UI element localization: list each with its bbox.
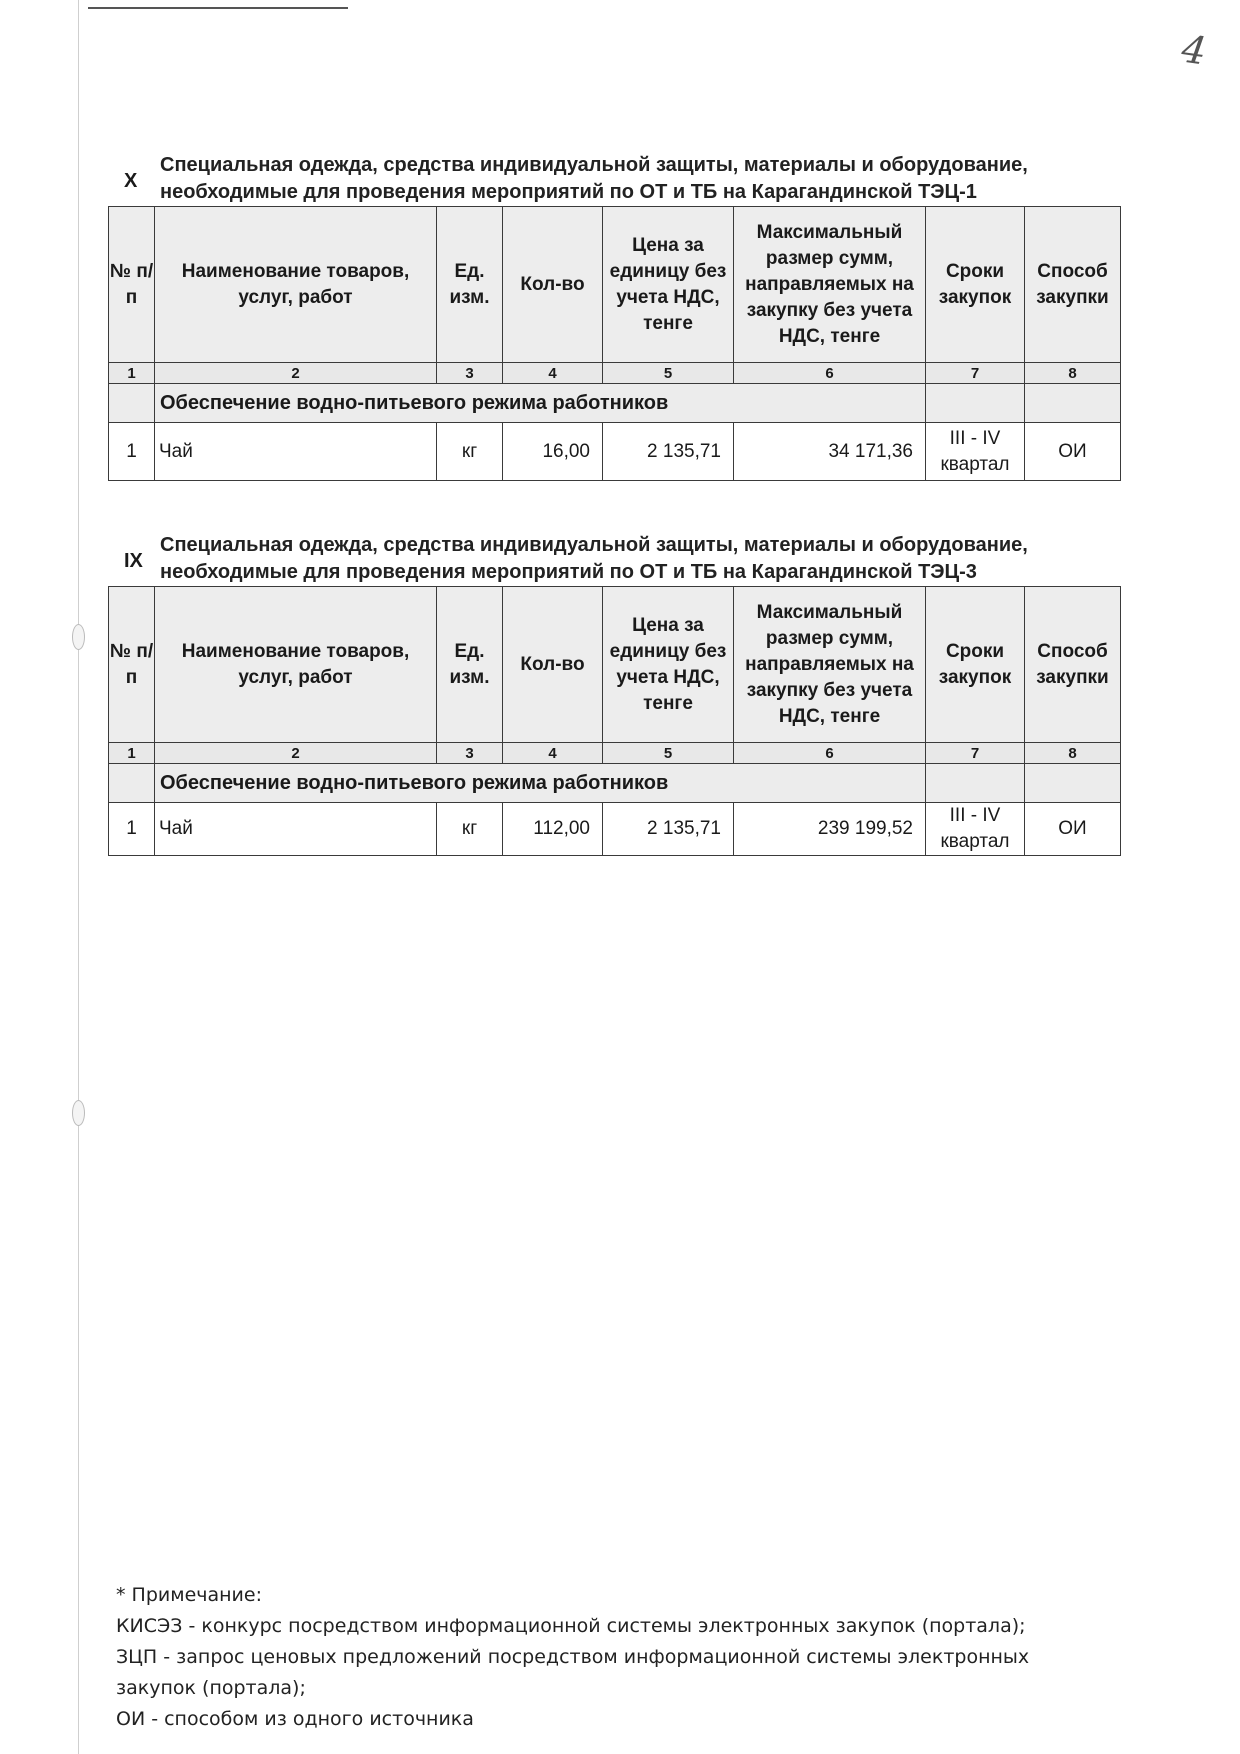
- column-number: 4: [503, 743, 603, 764]
- procurement-table: [108, 586, 1121, 856]
- footnote-heading: * Примечание:: [116, 1584, 262, 1606]
- item-name: Чай: [155, 423, 437, 481]
- footnote-line: КИСЭЗ - конкурс посредством информационной системы электронных закупок (портала);: [116, 1615, 1026, 1637]
- col-header-num: № п/п: [109, 207, 155, 363]
- group-num-cell: [109, 384, 155, 423]
- group-period-cell: [926, 384, 1025, 423]
- section-roman-number: X: [124, 170, 138, 192]
- footnote-line: ОИ - способом из одного источника: [116, 1708, 474, 1730]
- column-number: 3: [437, 363, 503, 384]
- column-number: 6: [734, 743, 926, 764]
- col-header-price: Цена за единицу без учета НДС, тенге: [603, 207, 734, 363]
- col-header-max-sum: Максимальный размер сумм, направляемых на закупку без учета НДС, тенге: [734, 207, 926, 363]
- column-number: 5: [603, 743, 734, 764]
- column-number: 7: [926, 363, 1025, 384]
- group-label: Обеспечение водно-питьевого режима работников: [155, 764, 926, 803]
- column-number: 2: [155, 743, 437, 764]
- section-header: [108, 152, 1120, 206]
- col-header-name: Наименование товаров, услуг, работ: [155, 207, 437, 363]
- punch-hole: [72, 1100, 85, 1126]
- footnote-line: ЗЦП - запрос ценовых предложений посредством информационной системы электронных закупок (портала);: [116, 1646, 1030, 1699]
- item-period-line: квартал: [940, 453, 1010, 475]
- column-number: 3: [437, 743, 503, 764]
- column-number: 1: [109, 743, 155, 764]
- group-label: Обеспечение водно-питьевого режима работников: [155, 384, 926, 423]
- footnote: [116, 1580, 1096, 1735]
- item-period-line: III - IV: [949, 805, 1001, 826]
- col-header-price: Цена за единицу без учета НДС, тенге: [603, 587, 734, 743]
- item-max-sum: 34 171,36: [734, 423, 926, 481]
- item-period-line: III - IV: [949, 427, 1001, 449]
- col-header-name: Наименование товаров, услуг, работ: [155, 587, 437, 743]
- group-method-cell: [1025, 384, 1121, 423]
- handwritten-page-number: 4: [1179, 26, 1210, 74]
- column-number: 7: [926, 743, 1025, 764]
- item-max-sum: 239 199,52: [734, 803, 926, 856]
- item-qty: 16,00: [503, 423, 603, 481]
- column-number-row: [109, 743, 1121, 764]
- item-unit: кг: [437, 803, 503, 856]
- col-header-unit: Ед. изм.: [437, 207, 503, 363]
- column-number: 6: [734, 363, 926, 384]
- col-header-qty: Кол-во: [503, 587, 603, 743]
- column-number-row: [109, 363, 1121, 384]
- col-header-period: Сроки закупок: [926, 587, 1025, 743]
- column-number: 8: [1025, 363, 1121, 384]
- section-title: Специальная одежда, средства индивидуальной защиты, материалы и оборудование, необходимые для проведения мероприятий по ОТ и ТБ на Карагандинской ТЭЦ-1: [160, 154, 1028, 203]
- item-method: ОИ: [1025, 423, 1121, 481]
- item-price: 2 135,71: [603, 803, 734, 856]
- column-number: 1: [109, 363, 155, 384]
- group-num-cell: [109, 764, 155, 803]
- page-left-edge: [78, 0, 79, 1754]
- section-roman-number: IX: [124, 550, 143, 572]
- item-period: [926, 423, 1025, 481]
- table-header-row: [109, 207, 1121, 363]
- group-row: [109, 764, 1121, 803]
- col-header-period: Сроки закупок: [926, 207, 1025, 363]
- col-header-qty: Кол-во: [503, 207, 603, 363]
- section-header: [108, 532, 1120, 586]
- group-method-cell: [1025, 764, 1121, 803]
- item-method: ОИ: [1025, 803, 1121, 856]
- group-row: [109, 384, 1121, 423]
- item-num: 1: [109, 423, 155, 481]
- table-row: [109, 423, 1121, 481]
- page-top-edge: [88, 7, 348, 9]
- column-number: 4: [503, 363, 603, 384]
- table-row: [109, 803, 1121, 856]
- table-header-row: [109, 587, 1121, 743]
- group-period-cell: [926, 764, 1025, 803]
- col-header-method: Способ закупки: [1025, 207, 1121, 363]
- col-header-unit: Ед. изм.: [437, 587, 503, 743]
- item-name: Чай: [155, 803, 437, 856]
- column-number: 2: [155, 363, 437, 384]
- section-tec3: [108, 532, 1120, 856]
- column-number: 5: [603, 363, 734, 384]
- column-number: 8: [1025, 743, 1121, 764]
- col-header-max-sum: Максимальный размер сумм, направляемых на закупку без учета НДС, тенге: [734, 587, 926, 743]
- item-unit: кг: [437, 423, 503, 481]
- item-period: [926, 803, 1025, 856]
- punch-hole: [72, 624, 85, 650]
- item-qty: 112,00: [503, 803, 603, 856]
- col-header-method: Способ закупки: [1025, 587, 1121, 743]
- item-period-line: квартал: [940, 831, 1010, 852]
- procurement-table: [108, 206, 1121, 481]
- section-title: Специальная одежда, средства индивидуальной защиты, материалы и оборудование, необходимые для проведения мероприятий по ОТ и ТБ на Карагандинской ТЭЦ-3: [160, 534, 1028, 583]
- col-header-num: № п/п: [109, 587, 155, 743]
- section-tec1: [108, 152, 1120, 481]
- item-num: 1: [109, 803, 155, 856]
- item-price: 2 135,71: [603, 423, 734, 481]
